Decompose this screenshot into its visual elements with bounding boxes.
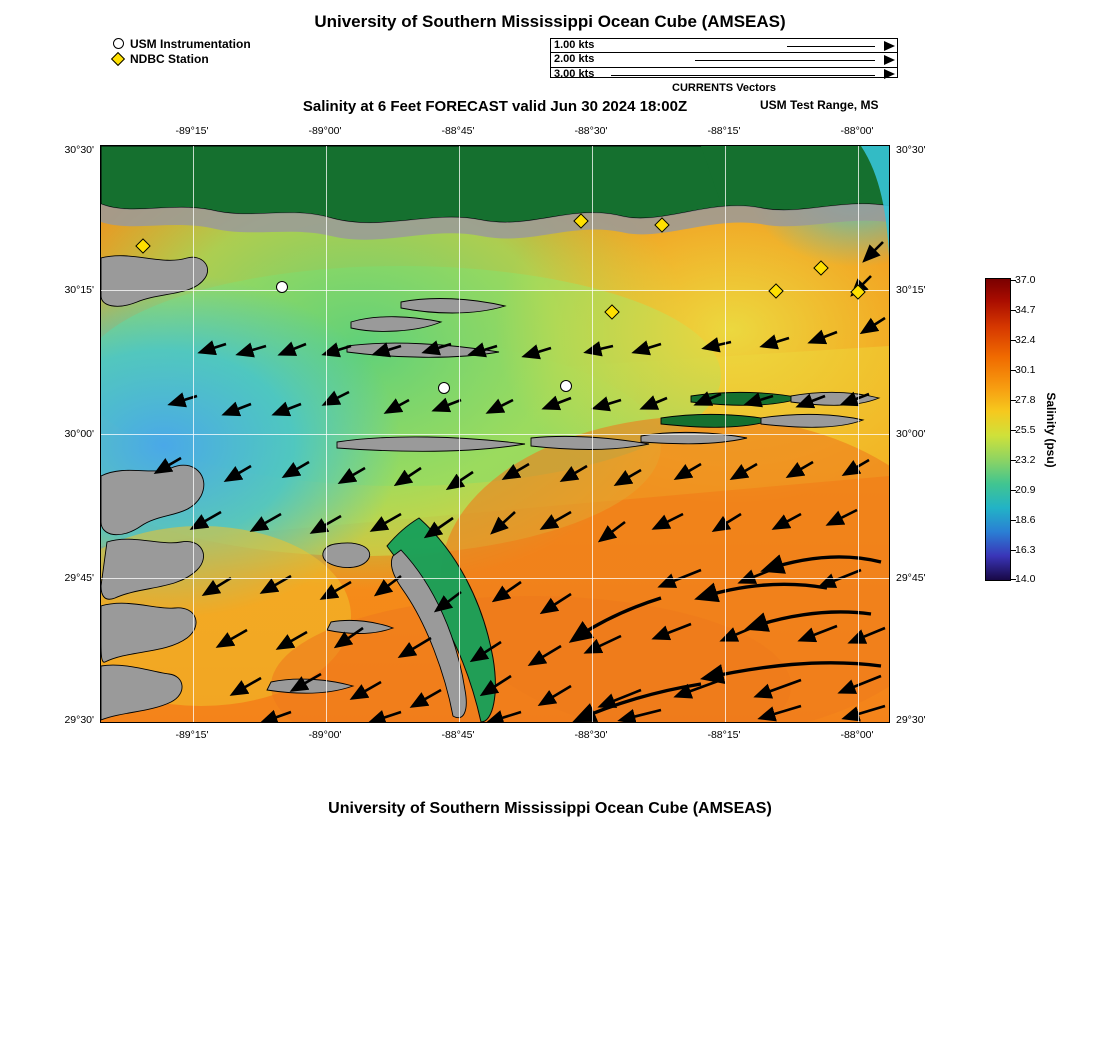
vector-key-arrow-3 — [884, 69, 895, 79]
x-tick-top: -88°00' — [840, 125, 874, 137]
colorbar-tick: 25.5 — [1015, 424, 1036, 436]
legend-item-usm-label: USM Instrumentation — [130, 36, 251, 51]
vector-key-row-2 — [551, 53, 897, 67]
y-tick-left: 30°30' — [64, 144, 94, 156]
gridline-horizontal — [101, 578, 889, 579]
x-tick-bottom: -88°45' — [441, 729, 475, 741]
x-tick-top: -88°30' — [574, 125, 608, 137]
x-tick-bottom: -88°00' — [840, 729, 874, 741]
vector-key-line-2 — [695, 60, 875, 61]
x-tick-bottom: -89°15' — [175, 729, 209, 741]
vector-key-line-1 — [787, 46, 875, 47]
usm-station-marker[interactable] — [276, 281, 288, 293]
test-range-label: USM Test Range, MS — [760, 98, 879, 112]
usm-station-marker[interactable] — [560, 380, 572, 392]
colorbar-tick: 37.0 — [1015, 274, 1036, 286]
vector-key-row-1 — [551, 39, 897, 53]
vector-key-arrow-1 — [884, 41, 895, 51]
vector-key-label-3: 3.00 kts — [554, 67, 595, 80]
x-tick-top: -88°15' — [707, 125, 741, 137]
current-vector-key — [550, 38, 898, 78]
y-tick-right: 30°30' — [896, 144, 926, 156]
map-subtitle: Salinity at 6 Feet FORECAST valid Jun 30 2024 18:00Z — [302, 98, 688, 115]
x-tick-top: -88°45' — [441, 125, 475, 137]
colorbar-title-text: Salinity (psu) — [1044, 391, 1058, 468]
vector-key-arrow-2 — [884, 55, 895, 65]
colorbar-tick: 27.8 — [1015, 394, 1036, 406]
vector-key-line-3 — [611, 75, 875, 76]
x-tick-bottom: -88°30' — [574, 729, 608, 741]
x-tick-bottom: -89°00' — [308, 729, 342, 741]
colorbar-tick: 20.9 — [1015, 484, 1036, 496]
x-tick-top: -89°15' — [175, 125, 209, 137]
colorbar-tick: 14.0 — [1015, 573, 1036, 585]
colorbar-tick: 16.3 — [1015, 544, 1036, 556]
page-footer: University of Southern Mississippi Ocean Cube (AMSEAS) — [328, 800, 772, 817]
colorbar-gradient — [985, 278, 1011, 581]
legend-item-ndbc — [108, 51, 408, 66]
y-tick-left: 29°30' — [64, 714, 94, 726]
vector-key-caption: CURRENTS Vectors — [672, 82, 776, 94]
y-tick-right: 30°15' — [896, 284, 926, 296]
colorbar-tick: 18.6 — [1015, 514, 1036, 526]
colorbar-tick: 30.1 — [1015, 364, 1036, 376]
gridline-horizontal — [101, 434, 889, 435]
y-tick-right: 29°30' — [896, 714, 926, 726]
legend-item-ndbc-label: NDBC Station — [130, 51, 209, 66]
marker-legend — [108, 36, 408, 66]
vector-key-label-1: 1.00 kts — [554, 39, 595, 51]
y-tick-left: 30°00' — [64, 428, 94, 440]
vector-key-label-2: 2.00 kts — [554, 53, 595, 66]
legend-item-usm — [108, 36, 408, 51]
y-tick-right: 30°00' — [896, 428, 926, 440]
colorbar-tick: 23.2 — [1015, 454, 1036, 466]
usm-station-marker[interactable] — [438, 382, 450, 394]
colorbar-tick: 34.7 — [1015, 304, 1036, 316]
colorbar-tick: 32.4 — [1015, 334, 1036, 346]
page-title: University of Southern Mississippi Ocean Cube (AMSEAS) — [314, 12, 786, 31]
diamond-marker-icon — [108, 54, 128, 64]
x-tick-bottom: -88°15' — [707, 729, 741, 741]
salinity-map[interactable] — [100, 145, 890, 723]
colorbar-title — [1043, 278, 1059, 581]
y-tick-right: 29°45' — [896, 572, 926, 584]
y-tick-left: 29°45' — [64, 572, 94, 584]
x-tick-top: -89°00' — [308, 125, 342, 137]
y-tick-left: 30°15' — [64, 284, 94, 296]
vector-key-row-3 — [551, 68, 897, 81]
circle-marker-icon — [108, 38, 128, 49]
